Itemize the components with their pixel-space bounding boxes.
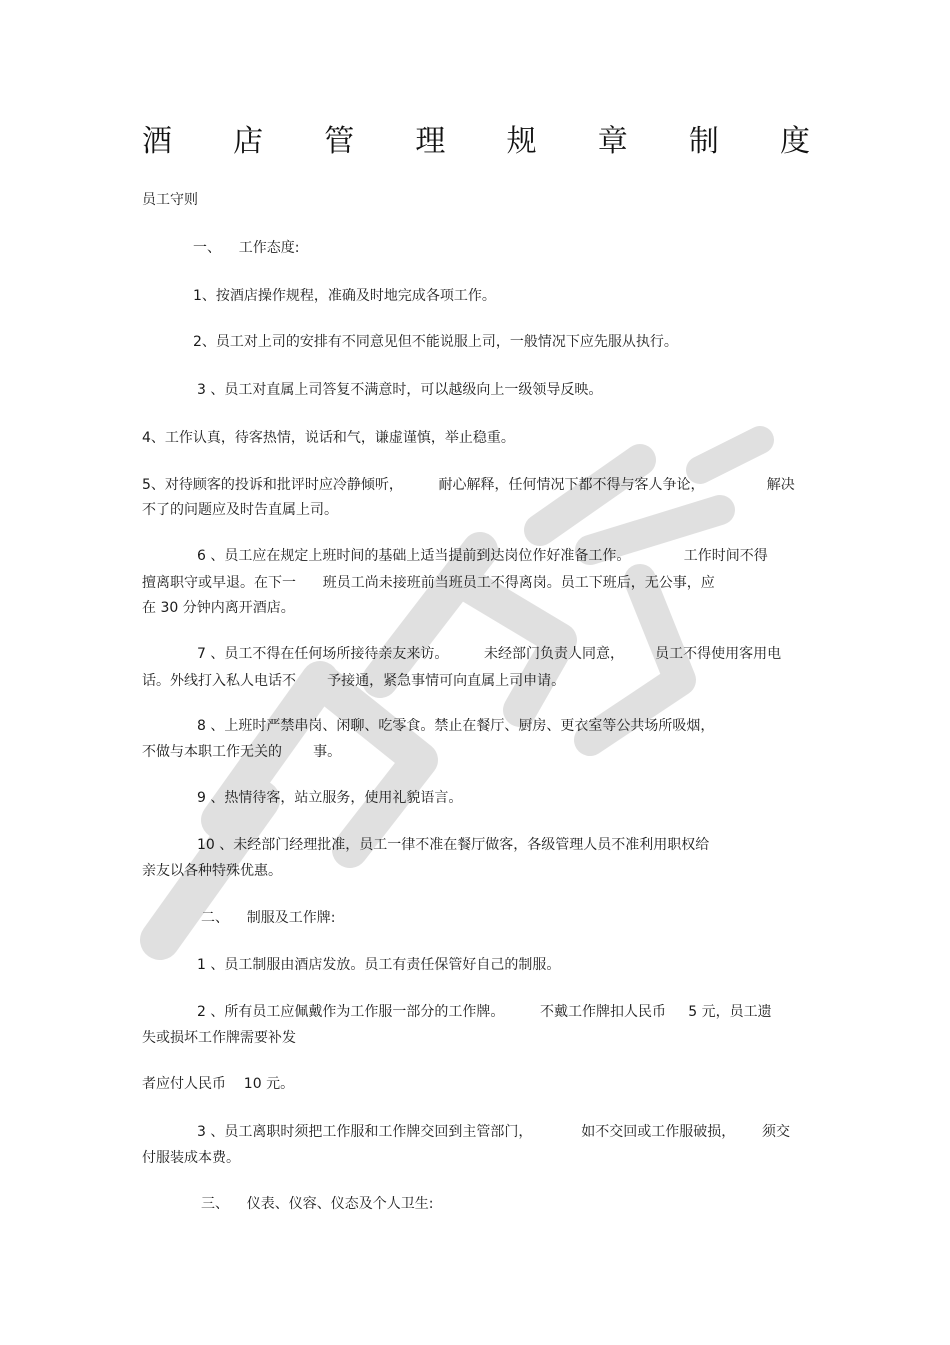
paragraph-line: 6 、员工应在规定上班时间的基础上适当提前到达岗位作好准备工作。 工作时间不得: [197, 548, 768, 564]
paragraph-line: 话。外线打入私人电话不 予接通，紧急事情可向直属上司申请。: [142, 673, 566, 689]
paragraph-line: 不做与本职工作无关的 事。: [142, 744, 342, 760]
subtitle: 员工守则: [142, 192, 198, 208]
title-char: 章: [597, 124, 628, 159]
paragraph-line: 在 30 分钟内离开酒店。: [142, 600, 295, 616]
paragraph-line: 失或损坏工作牌需要补发: [142, 1030, 296, 1046]
paragraph-line: 3 、员工离职时须把工作服和工作牌交回到主管部门， 如不交回或工作服破损， 须交: [197, 1124, 791, 1140]
title-char: 理: [415, 124, 446, 159]
paragraph-line: 2、员工对上司的安排有不同意见但不能说服上司，一般情况下应先服从执行。: [193, 334, 678, 350]
title-char: 制: [688, 124, 719, 159]
paragraph-line: 8 、上班时严禁串岗、闲聊、吃零食。禁止在餐厅、厨房、更衣室等公共场所吸烟，: [197, 718, 715, 734]
paragraph-line: 3 、员工对直属上司答复不满意时，可以越级向上一级领导反映。: [197, 382, 603, 398]
title-char: 酒: [142, 124, 172, 159]
title-char: 度: [779, 124, 810, 159]
paragraph-line: 5、对待顾客的投诉和批评时应冷静倾听， 耐心解释，任何情况下都不得与客人争论， 解决: [142, 477, 795, 493]
paragraph-line: 2 、所有员工应佩戴作为工作服一部分的工作牌。 不戴工作牌扣人民币 5 元，员工遗: [197, 1004, 772, 1020]
title-char: 管: [324, 124, 355, 159]
paragraph-line: 10 、未经部门经理批准，员工一律不准在餐厅做客，各级管理人员不准利用职权给: [197, 837, 710, 853]
paragraph-line: 付服装成本费。: [142, 1150, 240, 1166]
section-heading: 二、 制服及工作牌:: [201, 910, 336, 926]
document-title: [142, 122, 810, 162]
paragraph-line: 1 、员工制服由酒店发放。员工有责任保管好自己的制服。: [197, 957, 561, 973]
paragraph-line: 不了的问题应及时告直属上司。: [142, 502, 338, 518]
section-heading: 一、 工作态度:: [193, 240, 300, 256]
paragraph-line: 9 、热情待客，站立服务，使用礼貌语言。: [197, 790, 463, 806]
paragraph-line: 者应付人民币 10 元。: [142, 1076, 295, 1092]
section-heading: 三、 仪表、仪容、仪态及个人卫生:: [201, 1196, 434, 1212]
paragraph-line: 4、工作认真，待客热情，说话和气，谦虚谨慎，举止稳重。: [142, 430, 515, 446]
title-char: 店: [233, 124, 264, 159]
paragraph-line: 1、按酒店操作规程，准确及时地完成各项工作。: [193, 288, 496, 304]
paragraph-line: 亲友以各种特殊优惠。: [142, 863, 282, 879]
paragraph-line: 擅离职守或早退。在下一 班员工尚未接班前当班员工不得离岗。员工下班后，无公事，应: [142, 575, 715, 591]
paragraph-line: 7 、员工不得在任何场所接待亲友来访。 未经部门负责人同意， 员工不得使用客用电: [197, 646, 782, 662]
title-char: 规: [506, 124, 537, 159]
